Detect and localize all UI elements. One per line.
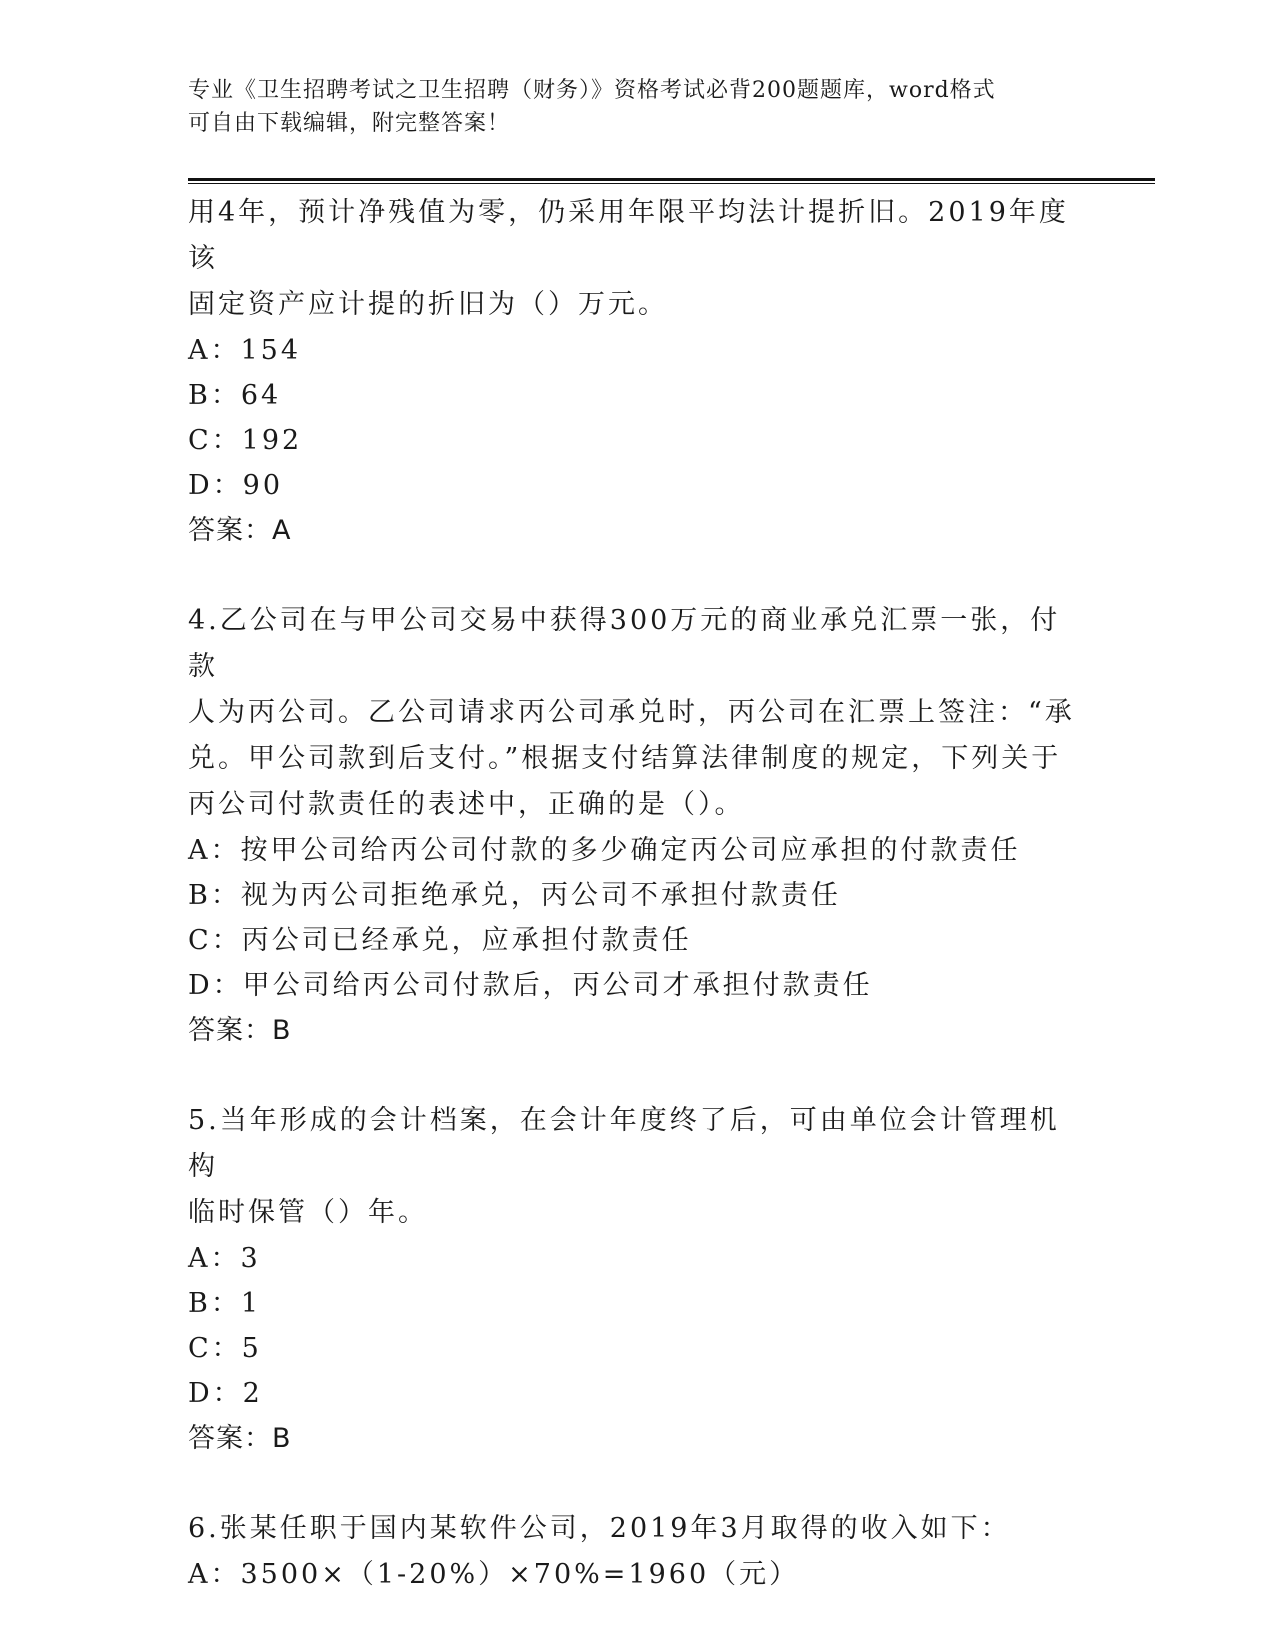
option-a: A：按甲公司给丙公司付款的多少确定丙公司应承担的付款责任 bbox=[188, 835, 1021, 866]
question-block bbox=[188, 598, 1088, 1054]
header-title-line-1: 专业《卫生招聘考试之卫生招聘（财务）》资格考试必背200题题库，word格式 bbox=[188, 78, 996, 103]
question-text-line: 5.当年形成的会计档案，在会计年度终了后，可由单位会计管理机构 bbox=[188, 1105, 1060, 1182]
question-spacer bbox=[188, 554, 1088, 598]
answer-line: 答案：B bbox=[188, 1015, 292, 1046]
question-text-line: 丙公司付款责任的表述中，正确的是（）。 bbox=[188, 789, 745, 820]
question-spacer bbox=[188, 1462, 1088, 1506]
question-spacer bbox=[188, 1054, 1088, 1098]
question-text-line: 6.张某任职于国内某软件公司，2019年3月取得的收入如下： bbox=[188, 1513, 1011, 1544]
option-c: C：5 bbox=[188, 1333, 262, 1364]
question-list bbox=[188, 190, 1088, 1597]
question-text-line: 兑。甲公司款到后支付。”根据支付结算法律制度的规定，下列关于 bbox=[188, 743, 1062, 774]
option-a: A：3500×（1-20%）×70%=1960（元） bbox=[188, 1559, 800, 1590]
question-text-line: 固定资产应计提的折旧为（）万元。 bbox=[188, 289, 668, 320]
option-d: D：90 bbox=[188, 470, 284, 501]
question-text-line: 用4年，预计净残值为零，仍采用年限平均法计提折旧。2019年度该 bbox=[188, 197, 1069, 274]
header-divider-thick bbox=[188, 178, 1155, 181]
option-c: C：192 bbox=[188, 425, 303, 456]
option-b: B：1 bbox=[188, 1288, 262, 1319]
question-block bbox=[188, 1506, 1088, 1597]
option-d: D：2 bbox=[188, 1378, 263, 1409]
question-block bbox=[188, 190, 1088, 554]
question-text-line: 4.乙公司在与甲公司交易中获得300万元的商业承兑汇票一张，付款 bbox=[188, 605, 1061, 682]
question-block bbox=[188, 1098, 1088, 1462]
answer-line: 答案：B bbox=[188, 1423, 292, 1454]
option-a: A：3 bbox=[188, 1243, 261, 1274]
header-divider-thin bbox=[188, 183, 1155, 184]
option-c: C：丙公司已经承兑，应承担付款责任 bbox=[188, 925, 692, 956]
option-b: B：64 bbox=[188, 380, 282, 411]
option-d: D：甲公司给丙公司付款后，丙公司才承担付款责任 bbox=[188, 970, 873, 1001]
header-title-line-2: 可自由下载编辑，附完整答案！ bbox=[188, 111, 511, 136]
answer-line: 答案：A bbox=[188, 515, 292, 546]
document-header bbox=[188, 74, 1078, 140]
question-text-line: 临时保管（）年。 bbox=[188, 1197, 428, 1228]
question-text-line: 人为丙公司。乙公司请求丙公司承兑时，丙公司在汇票上签注：“承 bbox=[188, 697, 1075, 728]
option-b: B：视为丙公司拒绝承兑，丙公司不承担付款责任 bbox=[188, 880, 841, 911]
option-a: A：154 bbox=[188, 335, 302, 366]
